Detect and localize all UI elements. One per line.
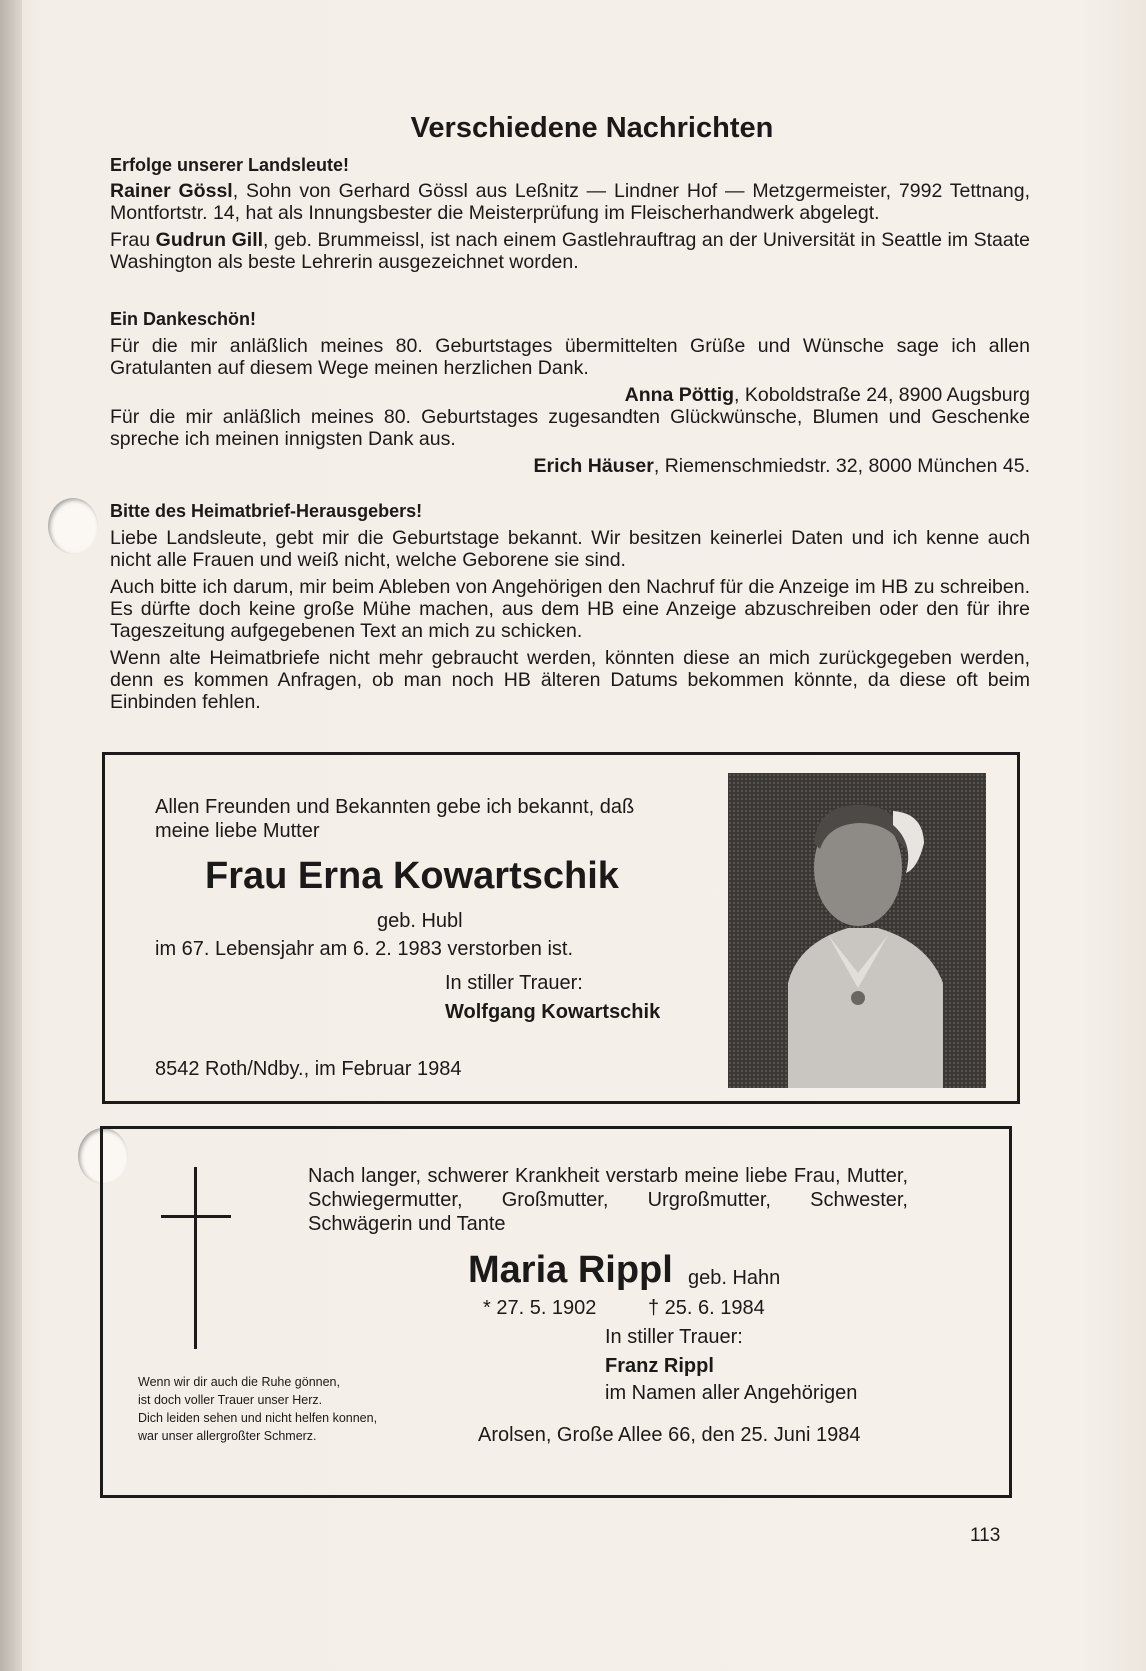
paragraph: Liebe Landsleute, gebt mir die Geburtstage bekannt. Wir besitzen keinerlei Daten und ich kenne auch nicht alle Frauen und weiß nicht, welche Geborene sie sind. bbox=[110, 527, 1030, 571]
memorial-verse bbox=[138, 1373, 377, 1445]
death-date: † 25. 6. 1984 bbox=[648, 1297, 765, 1319]
section-bitte bbox=[110, 500, 1030, 713]
paragraph: Wenn alte Heimatbriefe nicht mehr gebraucht werden, könnten diese an mich zurückgegeben werden, denn es kommen Anfragen, ob man noch HB älteren Datums bekommen könnte, da diese oft beim Einbinden fehlen. bbox=[110, 647, 1030, 713]
signature bbox=[110, 455, 1030, 477]
verse-line: ist doch voller Trauer unser Herz. bbox=[138, 1393, 323, 1407]
paragraph-prefix: Frau bbox=[110, 229, 156, 251]
verse-line: Dich leiden sehen und nicht helfen konnen, bbox=[138, 1411, 378, 1425]
deceased-name: Maria Rippl bbox=[468, 1249, 673, 1291]
paragraph-text: , Sohn von Gerhard Gössl aus Leßnitz — Lindner Hof — Metzgermeister, 7992 Tettnang, Montfortstr. 14, hat als Innungsbester die Meisterprüfung im Fleischerhandwerk abgelegt. bbox=[110, 180, 1030, 224]
address: , Koboldstraße 24, 8900 Augsburg bbox=[734, 384, 1030, 406]
address: , Riemenschmiedstr. 32, 8000 München 45. bbox=[653, 455, 1030, 477]
paragraph bbox=[110, 180, 1030, 224]
portrait-photo bbox=[728, 773, 986, 1088]
person-name: Gudrun Gill bbox=[155, 229, 264, 251]
paragraph-text: , geb. Brummeissl, ist nach einem Gastlehrauftrag an der Universität in Seattle im Staate Washington als beste Lehrerin ausgezeichnet worden. bbox=[110, 229, 1031, 273]
notice-intro: Nach langer, schwerer Krankheit verstarb meine liebe Frau, Mutter, Schwiegermutter, Großmutter, Urgroßmutter, Schwester, Schwägerin und Tante bbox=[308, 1165, 908, 1235]
signature bbox=[110, 384, 1030, 406]
mourner-note: im Namen aller Angehörigen bbox=[605, 1382, 858, 1404]
portrait-image bbox=[728, 773, 986, 1088]
place-date: Arolsen, Große Allee 66, den 25. Juni 1984 bbox=[478, 1424, 861, 1446]
verse-line: Wenn wir dir auch die Ruhe gönnen, bbox=[138, 1375, 340, 1389]
mourning-label: In stiller Trauer: bbox=[445, 972, 583, 994]
obituary-notice-rippl bbox=[100, 1126, 1012, 1498]
person-name: Rainer Gössl bbox=[110, 180, 233, 202]
paragraph bbox=[110, 229, 1030, 273]
maiden-name: geb. Hahn bbox=[688, 1267, 781, 1289]
page-number: 113 bbox=[970, 1525, 1001, 1546]
paragraph: Für die mir anläßlich meines 80. Geburtstages übermittelten Grüße und Wünsche sage ich allen Gratulanten auf diesem Wege meinen herzlichen Dank. bbox=[110, 335, 1030, 379]
page-title: Verschiedene Nachrichten bbox=[410, 112, 774, 144]
notice-intro: Allen Freunden und Bekannten gebe ich bekannt, daß meine liebe Mutter bbox=[155, 796, 635, 842]
punch-hole bbox=[48, 498, 98, 554]
person-name: Anna Pöttig bbox=[624, 384, 735, 406]
cross-icon-bar bbox=[161, 1215, 231, 1218]
mourner-name: Wolfgang Kowartschik bbox=[445, 1001, 661, 1023]
section-dankeschoen bbox=[110, 308, 1030, 477]
mourner-name: Franz Rippl bbox=[605, 1355, 714, 1377]
cross-icon bbox=[194, 1167, 197, 1349]
section-heading: Ein Dankeschön! bbox=[110, 309, 257, 329]
person-name: Erich Häuser bbox=[533, 455, 654, 477]
place-date: 8542 Roth/Ndby., im Februar 1984 bbox=[155, 1058, 462, 1080]
paragraph: Für die mir anläßlich meines 80. Geburtstages zugesandten Glückwünsche, Blumen und Geschenke spreche ich meinen innigsten Dank aus. bbox=[110, 406, 1030, 450]
paragraph: Auch bitte ich darum, mir beim Ableben von Angehörigen den Nachruf für die Anzeige im HB zu schreiben. Es dürfte doch keine große Mühe machen, aus dem HB eine Anzeige abzuschreiben oder den für ihre Tageszeitung aufgegebenen Text an mich zu schicken. bbox=[110, 576, 1030, 642]
birth-date: * 27. 5. 1902 bbox=[483, 1297, 597, 1319]
deceased-name: Frau Erna Kowartschik bbox=[205, 855, 619, 897]
section-heading: Bitte des Heimatbrief-Herausgebers! bbox=[110, 501, 423, 521]
page-spine bbox=[0, 0, 22, 1671]
section-heading: Erfolge unserer Landsleute! bbox=[110, 155, 350, 175]
obituary-notice-kowartschik bbox=[102, 752, 1020, 1104]
mourning-label: In stiller Trauer: bbox=[605, 1326, 743, 1348]
maiden-name: geb. Hubl bbox=[377, 910, 463, 932]
verse-line: war unser allergroßter Schmerz. bbox=[138, 1429, 317, 1443]
section-erfolge bbox=[110, 154, 1030, 273]
death-info: im 67. Lebensjahr am 6. 2. 1983 verstorben ist. bbox=[155, 938, 574, 960]
